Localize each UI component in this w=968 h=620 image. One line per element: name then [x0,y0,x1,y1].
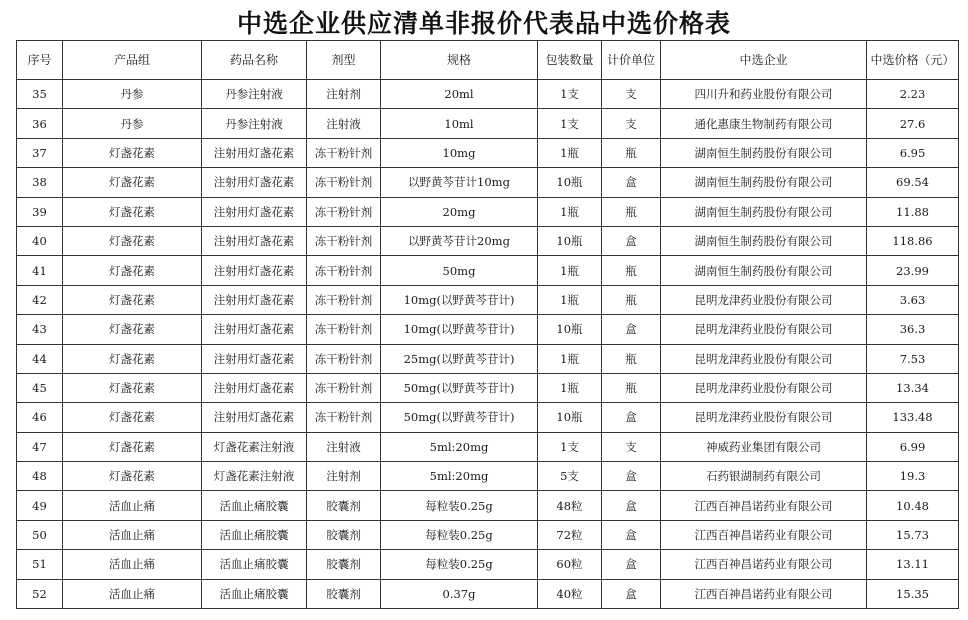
cell-unit: 瓶 [602,256,661,285]
cell-dosage-form: 冻干粉针剂 [307,168,381,197]
table-row [17,109,959,138]
cell-company: 昆明龙津药业股份有限公司 [661,373,867,402]
cell-company: 湖南恒生制药股份有限公司 [661,168,867,197]
table-row [17,168,959,197]
cell-price: 36.3 [867,315,959,344]
cell-price: 15.35 [867,579,959,608]
cell-seq: 50 [17,520,63,549]
cell-dosage-form: 冻干粉针剂 [307,403,381,432]
cell-product-group: 活血止痛 [63,491,202,520]
cell-unit: 瓶 [602,197,661,226]
cell-product-group: 灯盏花素 [63,226,202,255]
cell-product-group: 灯盏花素 [63,373,202,402]
cell-price: 23.99 [867,256,959,285]
cell-dosage-form: 注射液 [307,432,381,461]
cell-seq: 40 [17,226,63,255]
cell-pack-qty: 10瓶 [538,403,602,432]
cell-spec: 50mg [381,256,538,285]
cell-drug-name: 注射用灯盏花素 [202,256,307,285]
cell-product-group: 灯盏花素 [63,197,202,226]
cell-drug-name: 注射用灯盏花素 [202,285,307,314]
cell-seq: 38 [17,168,63,197]
cell-product-group: 灯盏花素 [63,315,202,344]
header-price: 中选价格（元） [867,41,959,80]
cell-product-group: 活血止痛 [63,550,202,579]
cell-drug-name: 注射用灯盏花素 [202,344,307,373]
cell-dosage-form: 注射液 [307,109,381,138]
cell-pack-qty: 72粒 [538,520,602,549]
cell-seq: 39 [17,197,63,226]
header-dosage-form: 剂型 [307,41,381,80]
table-row [17,491,959,520]
cell-spec: 0.37g [381,579,538,608]
cell-price: 118.86 [867,226,959,255]
cell-spec: 每粒装0.25g [381,550,538,579]
cell-price: 15.73 [867,520,959,549]
cell-price: 6.95 [867,138,959,167]
cell-drug-name: 注射用灯盏花素 [202,226,307,255]
cell-company: 江西百神昌诺药业有限公司 [661,520,867,549]
cell-price: 6.99 [867,432,959,461]
cell-price: 10.48 [867,491,959,520]
cell-seq: 49 [17,491,63,520]
table-row [17,344,959,373]
cell-dosage-form: 冻干粉针剂 [307,315,381,344]
cell-price: 27.6 [867,109,959,138]
cell-price: 2.23 [867,80,959,109]
cell-unit: 瓶 [602,138,661,167]
table-row [17,80,959,109]
cell-seq: 44 [17,344,63,373]
cell-drug-name: 注射用灯盏花素 [202,138,307,167]
table-row [17,520,959,549]
cell-spec: 以野黄芩苷计10mg [381,168,538,197]
cell-spec: 20mg [381,197,538,226]
cell-company: 昆明龙津药业股份有限公司 [661,285,867,314]
header-product-group: 产品组 [63,41,202,80]
cell-seq: 45 [17,373,63,402]
cell-spec: 20ml [381,80,538,109]
cell-spec: 10mg(以野黄芩苷计) [381,285,538,314]
cell-spec: 以野黄芩苷计20mg [381,226,538,255]
cell-company: 江西百神昌诺药业有限公司 [661,579,867,608]
table-row [17,579,959,608]
cell-unit: 瓶 [602,285,661,314]
cell-dosage-form: 冻干粉针剂 [307,226,381,255]
table-row [17,256,959,285]
cell-unit: 瓶 [602,373,661,402]
cell-seq: 46 [17,403,63,432]
cell-pack-qty: 10瓶 [538,168,602,197]
cell-company: 湖南恒生制药股份有限公司 [661,256,867,285]
table-header-row [17,41,959,80]
cell-spec: 每粒装0.25g [381,520,538,549]
cell-spec: 每粒装0.25g [381,491,538,520]
table-row [17,432,959,461]
cell-pack-qty: 48粒 [538,491,602,520]
cell-drug-name: 活血止痛胶囊 [202,491,307,520]
cell-unit: 盒 [602,315,661,344]
cell-spec: 10mg(以野黄芩苷计) [381,315,538,344]
cell-drug-name: 丹参注射液 [202,80,307,109]
cell-seq: 36 [17,109,63,138]
cell-product-group: 灯盏花素 [63,285,202,314]
cell-company: 湖南恒生制药股份有限公司 [661,226,867,255]
cell-price: 69.54 [867,168,959,197]
cell-seq: 47 [17,432,63,461]
table-row [17,403,959,432]
cell-unit: 盒 [602,403,661,432]
cell-dosage-form: 冻干粉针剂 [307,197,381,226]
cell-company: 昆明龙津药业股份有限公司 [661,315,867,344]
cell-product-group: 灯盏花素 [63,344,202,373]
cell-spec: 25mg(以野黄芩苷计) [381,344,538,373]
table-row [17,315,959,344]
cell-company: 神威药业集团有限公司 [661,432,867,461]
cell-price: 19.3 [867,462,959,491]
cell-product-group: 灯盏花素 [63,168,202,197]
cell-company: 通化惠康生物制药有限公司 [661,109,867,138]
cell-company: 昆明龙津药业股份有限公司 [661,403,867,432]
page-title: 中选企业供应清单非报价代表品中选价格表 [236,9,731,38]
table-row [17,138,959,167]
cell-price: 7.53 [867,344,959,373]
cell-pack-qty: 40粒 [538,579,602,608]
cell-price: 3.63 [867,285,959,314]
cell-product-group: 灯盏花素 [63,432,202,461]
cell-dosage-form: 注射剂 [307,80,381,109]
table-row [17,197,959,226]
cell-seq: 41 [17,256,63,285]
cell-dosage-form: 胶囊剂 [307,550,381,579]
cell-dosage-form: 冻干粉针剂 [307,138,381,167]
cell-price: 13.11 [867,550,959,579]
cell-pack-qty: 1瓶 [538,256,602,285]
cell-drug-name: 注射用灯盏花素 [202,168,307,197]
cell-drug-name: 活血止痛胶囊 [202,579,307,608]
cell-product-group: 丹参 [63,80,202,109]
cell-company: 湖南恒生制药股份有限公司 [661,138,867,167]
header-pack-qty: 包装数量 [538,41,602,80]
header-company: 中选企业 [661,41,867,80]
cell-unit: 支 [602,80,661,109]
cell-unit: 瓶 [602,344,661,373]
cell-unit: 支 [602,109,661,138]
cell-dosage-form: 冻干粉针剂 [307,344,381,373]
cell-unit: 盒 [602,579,661,608]
cell-company: 湖南恒生制药股份有限公司 [661,197,867,226]
cell-company: 江西百神昌诺药业有限公司 [661,550,867,579]
cell-unit: 盒 [602,550,661,579]
cell-pack-qty: 1瓶 [538,373,602,402]
cell-dosage-form: 注射剂 [307,462,381,491]
cell-dosage-form: 胶囊剂 [307,520,381,549]
header-seq: 序号 [17,41,63,80]
table-row [17,462,959,491]
cell-product-group: 灯盏花素 [63,138,202,167]
cell-unit: 盒 [602,226,661,255]
cell-spec: 50mg(以野黄芩苷计) [381,403,538,432]
cell-drug-name: 注射用灯盏花素 [202,373,307,402]
cell-pack-qty: 10瓶 [538,315,602,344]
cell-spec: 5ml:20mg [381,462,538,491]
cell-seq: 43 [17,315,63,344]
cell-spec: 5ml:20mg [381,432,538,461]
cell-seq: 42 [17,285,63,314]
cell-spec: 10mg [381,138,538,167]
header-unit: 计价单位 [602,41,661,80]
cell-unit: 支 [602,432,661,461]
cell-product-group: 活血止痛 [63,579,202,608]
cell-seq: 51 [17,550,63,579]
cell-unit: 盒 [602,168,661,197]
cell-company: 江西百神昌诺药业有限公司 [661,491,867,520]
table-row [17,550,959,579]
cell-drug-name: 注射用灯盏花素 [202,197,307,226]
cell-drug-name: 注射用灯盏花素 [202,403,307,432]
cell-seq: 48 [17,462,63,491]
cell-price: 13.34 [867,373,959,402]
table-row [17,373,959,402]
cell-pack-qty: 5支 [538,462,602,491]
cell-product-group: 灯盏花素 [63,462,202,491]
header-drug-name: 药品名称 [202,41,307,80]
cell-dosage-form: 冻干粉针剂 [307,256,381,285]
cell-product-group: 活血止痛 [63,520,202,549]
cell-pack-qty: 1支 [538,109,602,138]
cell-product-group: 丹参 [63,109,202,138]
cell-price: 11.88 [867,197,959,226]
cell-seq: 52 [17,579,63,608]
cell-dosage-form: 冻干粉针剂 [307,373,381,402]
cell-drug-name: 灯盏花素注射液 [202,462,307,491]
cell-unit: 盒 [602,491,661,520]
cell-drug-name: 活血止痛胶囊 [202,520,307,549]
cell-seq: 37 [17,138,63,167]
cell-seq: 35 [17,80,63,109]
cell-unit: 盒 [602,462,661,491]
cell-price: 133.48 [867,403,959,432]
cell-dosage-form: 胶囊剂 [307,579,381,608]
table-row [17,285,959,314]
cell-product-group: 灯盏花素 [63,403,202,432]
cell-drug-name: 丹参注射液 [202,109,307,138]
cell-pack-qty: 1瓶 [538,344,602,373]
cell-company: 昆明龙津药业股份有限公司 [661,344,867,373]
cell-pack-qty: 1支 [538,432,602,461]
table-row [17,226,959,255]
cell-drug-name: 活血止痛胶囊 [202,550,307,579]
cell-unit: 盒 [602,520,661,549]
cell-spec: 50mg(以野黄芩苷计) [381,373,538,402]
cell-pack-qty: 1瓶 [538,197,602,226]
price-table [16,40,959,609]
cell-company: 石药银湖制药有限公司 [661,462,867,491]
cell-pack-qty: 1瓶 [538,138,602,167]
cell-pack-qty: 60粒 [538,550,602,579]
cell-drug-name: 注射用灯盏花素 [202,315,307,344]
cell-pack-qty: 1支 [538,80,602,109]
cell-company: 四川升和药业股份有限公司 [661,80,867,109]
cell-pack-qty: 1瓶 [538,285,602,314]
header-spec: 规格 [381,41,538,80]
cell-dosage-form: 胶囊剂 [307,491,381,520]
cell-product-group: 灯盏花素 [63,256,202,285]
cell-pack-qty: 10瓶 [538,226,602,255]
cell-dosage-form: 冻干粉针剂 [307,285,381,314]
cell-drug-name: 灯盏花素注射液 [202,432,307,461]
cell-spec: 10ml [381,109,538,138]
